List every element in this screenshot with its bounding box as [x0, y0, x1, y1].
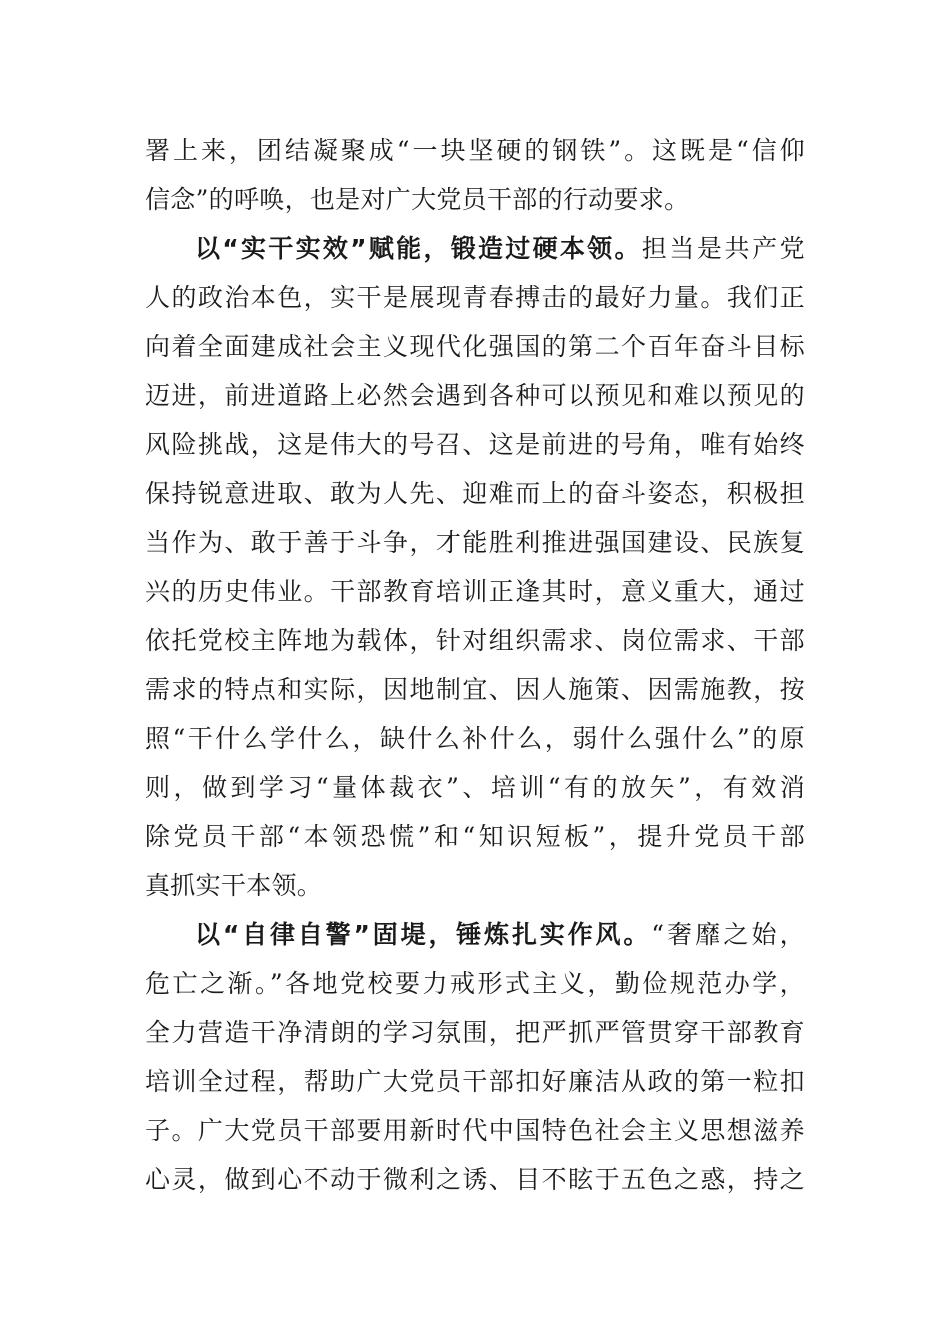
text-line: 人的政治本色，实干是展现青春搏击的最好力量。我们正: [145, 283, 805, 312]
text-line: 真抓实干本领。: [145, 871, 323, 900]
text-line: 危亡之渐。”各地党校要力戒形式主义，勤俭规范办学，: [145, 969, 805, 998]
text-line: 则，做到学习“量体裁衣”、培训“有的放矢”，有效消: [145, 773, 805, 802]
text-run: “奢靡之始，: [651, 920, 805, 949]
paragraph-heading: 以“自律自警”固堤，锤炼扎实作风。: [195, 920, 652, 949]
paragraph-first-line: [145, 224, 805, 273]
text-line: 全力营造干净清朗的学习氛围，把严抓严管贯穿干部教育: [145, 1018, 805, 1047]
text-line: 兴的历史伟业。干部教育培训正逢其时，意义重大，通过: [145, 577, 805, 606]
text-line: 子。广大党员干部要用新时代中国特色社会主义思想滋养: [145, 1116, 805, 1145]
paragraph-heading: 以“实干实效”赋能，锻造过硬本领。: [195, 234, 642, 263]
body-text: [145, 126, 805, 1204]
text-line: 信念”的呼唤，也是对广大党员干部的行动要求。: [145, 185, 690, 214]
text-line: 风险挑战，这是伟大的号召、这是前进的号角，唯有始终: [145, 430, 805, 459]
text-line: 向着全面建成社会主义现代化强国的第二个百年奋斗目标: [145, 332, 805, 361]
text-line: 署上来，团结凝聚成“一块坚硬的钢铁”。这既是“信仰: [145, 136, 805, 165]
text-line: 依托党校主阵地为载体，针对组织需求、岗位需求、干部: [145, 626, 805, 655]
text-line: 心灵，做到心不动于微利之诱、目不眩于五色之惑，持之: [145, 1165, 805, 1194]
text-line: 需求的特点和实际，因地制宜、因人施策、因需施教，按: [145, 675, 805, 704]
paragraph-first-line: [145, 910, 805, 959]
text-run: 担当是共产党: [641, 234, 805, 263]
text-line: 当作为、敢于善于斗争，才能胜利推进强国建设、民族复: [145, 528, 805, 557]
text-line: 迈进，前进道路上必然会遇到各种可以预见和难以预见的: [145, 381, 805, 410]
text-line: 照“干什么学什么，缺什么补什么，弱什么强什么”的原: [145, 724, 805, 753]
text-line: 保持锐意进取、敢为人先、迎难而上的奋斗姿态，积极担: [145, 479, 805, 508]
text-line: 培训全过程，帮助广大党员干部扣好廉洁从政的第一粒扣: [145, 1067, 805, 1096]
text-line: 除党员干部“本领恐慌”和“知识短板”，提升党员干部: [145, 822, 805, 851]
